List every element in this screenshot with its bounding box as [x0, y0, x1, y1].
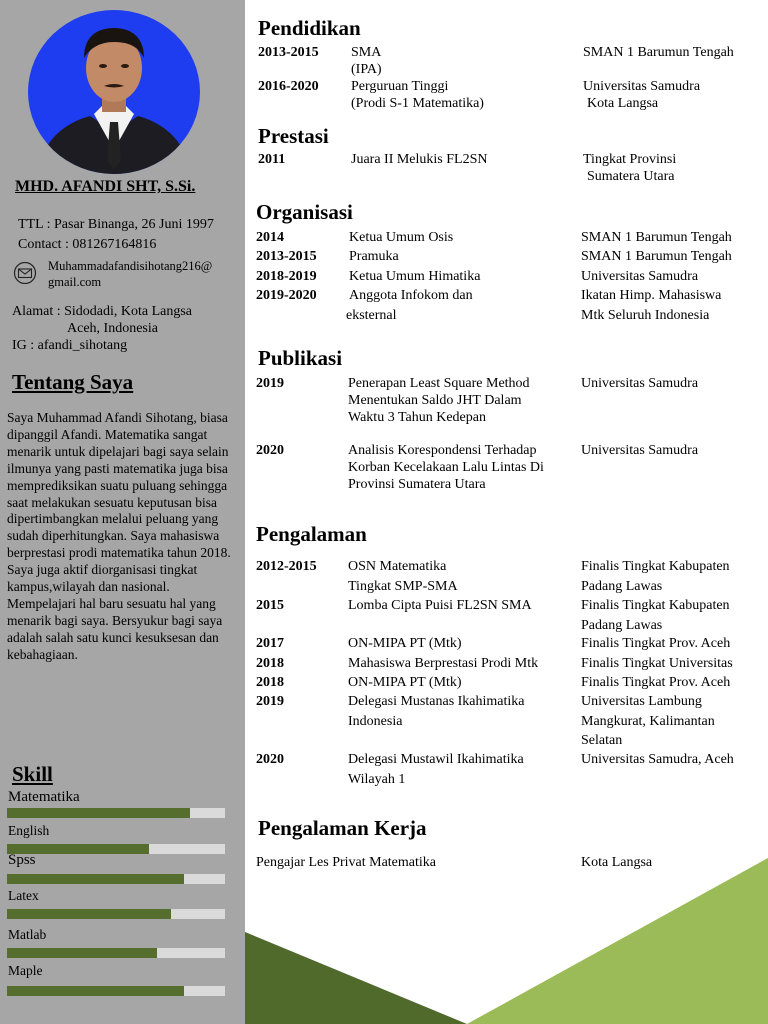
email-address-line1[interactable]: Muhammadafandisihotang216@ — [48, 259, 213, 273]
work-location: Kota Langsa — [581, 855, 653, 870]
skill-label: English — [8, 823, 50, 838]
skill-bar — [7, 844, 225, 854]
work-position: Pengajar Les Privat Matematika — [256, 855, 436, 870]
entry-institution: SMAN 1 Barumun Tengah — [581, 230, 732, 245]
entry-title: Delegasi Mustawil Ikahimatika — [348, 752, 524, 767]
entry-title: ON-MIPA PT (Mtk) — [348, 675, 462, 690]
entry-institution: Finalis Tingkat Prov. Aceh — [581, 675, 731, 690]
birth-info: TTL : Pasar Binanga, 26 Juni 1997 — [18, 217, 214, 232]
entry-year: 2020 — [256, 443, 284, 458]
entry-institution: Padang Lawas — [581, 617, 663, 633]
skill-bar — [7, 909, 225, 919]
entry-institution: SMAN 1 Barumun Tengah — [581, 249, 732, 264]
address-line1: Alamat : Sidodadi, Kota Langsa — [12, 304, 193, 319]
entry-institution: Tingkat Provinsi — [583, 152, 677, 167]
skill-label: Matlab — [8, 927, 47, 942]
entry-title: Ketua Umum Osis — [349, 230, 454, 245]
entry-institution: SMAN 1 Barumun Tengah — [583, 45, 734, 60]
skill-label: Latex — [8, 888, 39, 903]
entry-year: 2016-2020 — [258, 79, 319, 94]
work-experience-heading: Pengalaman Kerja — [258, 816, 427, 840]
entry-title: Perguruan Tinggi — [351, 79, 449, 94]
prestasi-heading: Prestasi — [258, 124, 329, 148]
entry-title: Pramuka — [349, 249, 399, 264]
entry-institution: Universitas Lambung — [581, 694, 702, 709]
skill-bar-fill — [7, 808, 190, 818]
skill-bar-fill — [7, 909, 171, 919]
pengalaman-heading: Pengalaman — [256, 522, 367, 546]
publikasi-heading: Publikasi — [258, 346, 343, 370]
entry-title: Waktu 3 Tahun Kedepan — [348, 410, 486, 425]
entry-title: Indonesia — [348, 713, 403, 729]
entry-title: Provinsi Sumatera Utara — [348, 477, 486, 492]
entry-year: 2014 — [256, 230, 284, 245]
entry-year: 2020 — [256, 752, 284, 767]
skill-label: Spss — [8, 852, 36, 868]
address-line2: Aceh, Indonesia — [67, 321, 158, 336]
skill-bar-fill — [7, 948, 157, 958]
entry-institution: Mangkurat, Kalimantan — [581, 713, 715, 729]
entry-year: 2015 — [256, 598, 284, 613]
instagram-handle: IG : afandi_sihotang — [12, 338, 128, 353]
entry-year: 2019 — [256, 376, 284, 391]
profile-photo — [28, 10, 200, 174]
skill-bar — [7, 874, 225, 884]
entry-title: (Prodi S-1 Matematika) — [351, 96, 484, 111]
email-address-line2[interactable]: gmail.com — [48, 275, 102, 289]
about-heading: Tentang Saya — [12, 370, 134, 394]
entry-year: 2019-2020 — [256, 288, 317, 303]
profile-name: MHD. AFANDI SHT, S.Si. — [15, 178, 196, 195]
entry-title: Juara II Melukis FL2SN — [351, 152, 488, 167]
skill-heading: Skill — [12, 762, 53, 786]
entry-title: Menentukan Saldo JHT Dalam — [348, 393, 522, 408]
entry-year: 2018 — [256, 675, 284, 690]
entry-year: 2013-2015 — [256, 249, 317, 264]
skill-bar — [7, 948, 225, 958]
entry-year: 2012-2015 — [256, 559, 317, 574]
entry-institution: Finalis Tingkat Universitas — [581, 656, 733, 671]
entry-institution: Ikatan Himp. Mahasiswa — [581, 288, 722, 303]
sidebar — [0, 0, 245, 1024]
skill-bar-fill — [7, 874, 184, 884]
decorative-triangles — [245, 858, 768, 1024]
entry-institution: Universitas Samudra — [581, 269, 699, 284]
entry-institution: Mtk Seluruh Indonesia — [581, 308, 710, 323]
entry-title: Wilayah 1 — [348, 771, 406, 787]
entry-institution: Selatan — [581, 733, 623, 748]
entry-title: Analisis Korespondensi Terhadap — [348, 443, 537, 458]
entry-title: ON-MIPA PT (Mtk) — [348, 636, 462, 651]
entry-title: SMA — [351, 45, 382, 60]
entry-year: 2019 — [256, 694, 284, 709]
entry-title: eksternal — [346, 308, 397, 323]
entry-year: 2018-2019 — [256, 269, 317, 284]
entry-year: 2018 — [256, 656, 284, 671]
skill-bar — [7, 808, 225, 818]
entry-title: (IPA) — [351, 62, 382, 77]
entry-title: Mahasiswa Berprestasi Prodi Mtk — [348, 656, 539, 671]
skill-bar-fill — [7, 986, 184, 996]
entry-year: 2011 — [258, 152, 286, 167]
entry-institution: Finalis Tingkat Kabupaten — [581, 559, 730, 574]
entry-institution: Finalis Tingkat Kabupaten — [581, 598, 730, 613]
entry-title: Tingkat SMP-SMA — [348, 578, 458, 594]
entry-institution: Universitas Samudra — [581, 376, 699, 391]
entry-title: Ketua Umum Himatika — [349, 269, 481, 284]
skill-label: Maple — [8, 963, 43, 978]
entry-title: OSN Matematika — [348, 559, 447, 574]
entry-year: 2017 — [256, 636, 284, 651]
skill-label: Matematika — [8, 789, 80, 805]
pendidikan-heading: Pendidikan — [258, 16, 361, 40]
entry-title: Penerapan Least Square Method — [348, 376, 530, 391]
skill-bar — [7, 986, 225, 996]
entry-year: 2013-2015 — [258, 45, 319, 60]
entry-institution: Sumatera Utara — [587, 169, 675, 184]
envelope-icon — [13, 262, 37, 284]
organisasi-heading: Organisasi — [256, 200, 353, 224]
entry-institution: Universitas Samudra, Aceh — [581, 752, 734, 767]
about-text: Saya Muhammad Afandi Sihotang, biasa dipanggil Afandi. Matematika sangat menarik untuk dipelajari bagi saya selain ilmunya yang pasti matematika juga bisa memprediksikan suatu puluang sehingga saat melakukan sesuatu keputusan bisa dipertimbangkan melalui peluang yang sudah diperhitungkan. Saya mahasiswa berprestasi prodi matematika tahun 2018. Saya juga aktif diorganisasi tingkat kampus,wilayah dan nasional. Mempelajari hal baru sesuatu hal yang menarik bagi saya. Bersyukur bagi saya adalah salah satu kunci kesuksesan dan kebahagiaan. — [7, 410, 231, 662]
entry-institution: Padang Lawas — [581, 578, 663, 594]
contact-phone: Contact : 081267164816 — [18, 237, 157, 252]
entry-institution: Finalis Tingkat Prov. Aceh — [581, 636, 731, 651]
entry-title: Anggota Infokom dan — [349, 288, 473, 303]
entry-title: Lomba Cipta Puisi FL2SN SMA — [348, 598, 532, 613]
entry-title: Korban Kecelakaan Lalu Lintas Di — [348, 460, 544, 475]
entry-institution: Universitas Samudra — [583, 79, 701, 94]
entry-institution: Kota Langsa — [587, 96, 659, 111]
entry-title: Delegasi Mustanas Ikahimatika — [348, 694, 525, 709]
entry-institution: Universitas Samudra — [581, 443, 699, 458]
